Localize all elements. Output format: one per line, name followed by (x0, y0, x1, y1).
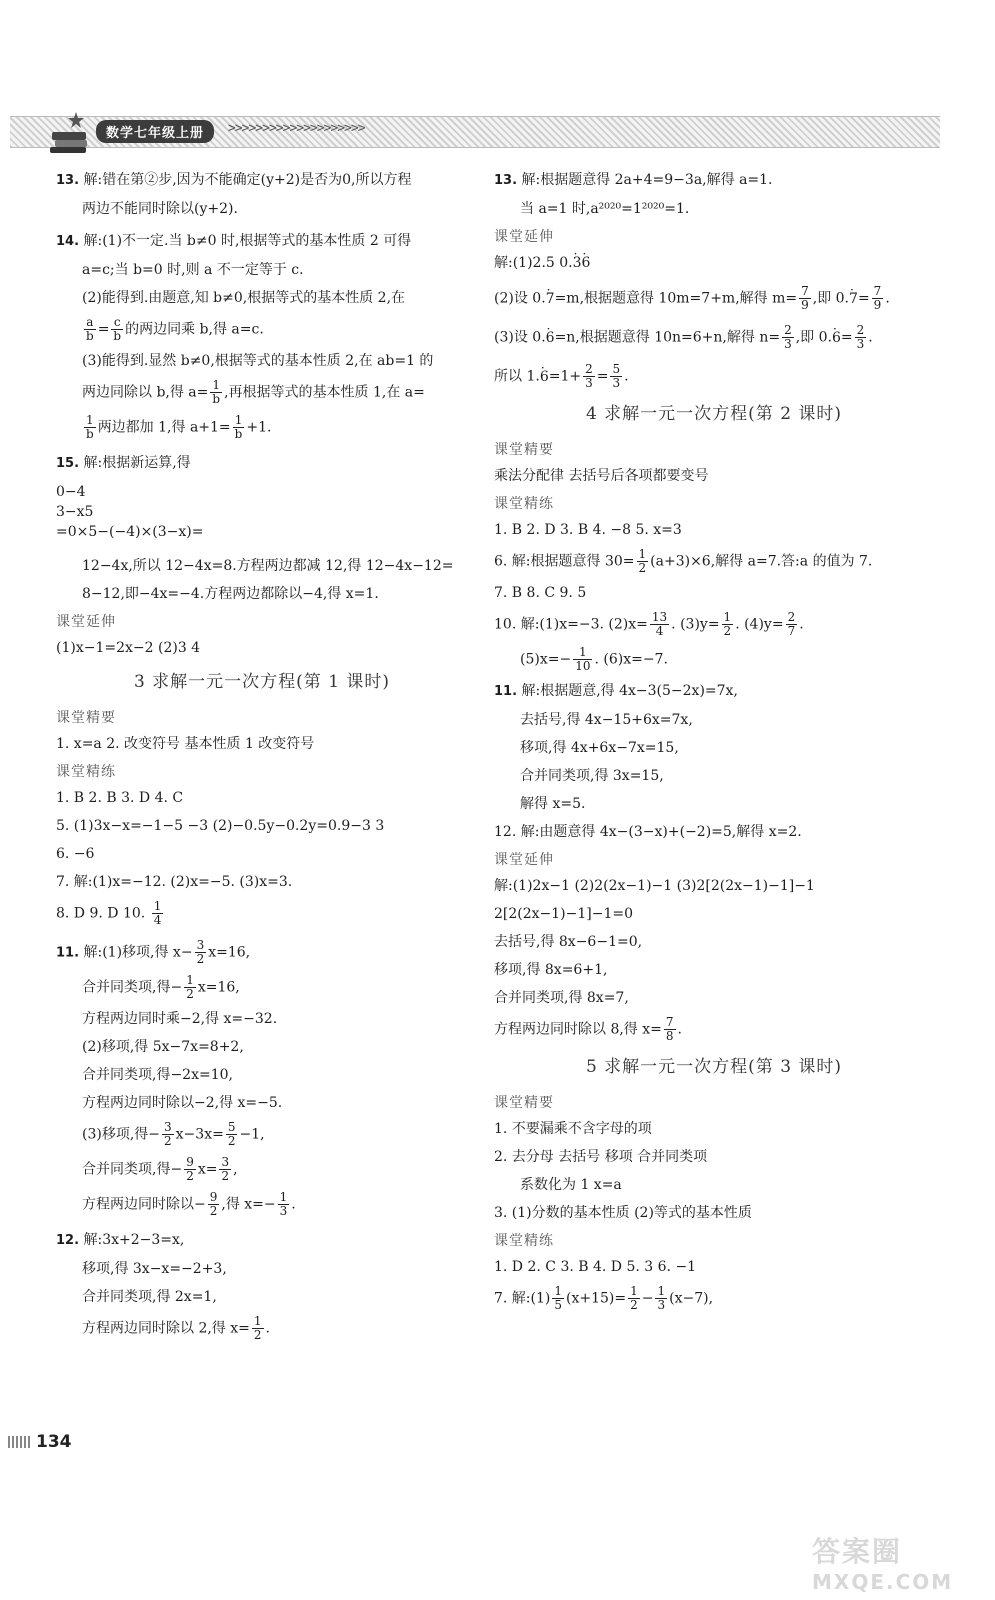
r-q11-line4: 合并同类项,得 3x=15, (520, 768, 664, 784)
l-q14-line3: (2)能得到.由题意,知 b≠0,根据等式的基本性质 2,在 (82, 290, 406, 306)
r-essentials2-2b: 系数化为 1 x=a (520, 1177, 622, 1193)
l-q14-line2: a=c;当 b=0 时,则 a 不一定等于 c. (82, 262, 304, 278)
l-q11-line3: 方程两边同时乘−2,得 x=−32. (82, 1011, 278, 1027)
r-answer-10b: (5)x=− $\frac{1}{10}$ . (6)x=−7. (520, 645, 668, 673)
l-q12-line4: 方程两边同时除以 2,得 x= $\frac{1}{2}$ . (82, 1314, 270, 1342)
r-q11-line1: 11. 解:根据题意,得 4x−3(5−2x)=7x, (494, 683, 738, 699)
r-extension2-label: 课堂延伸 (494, 852, 554, 868)
r-q13-line1: 13. 解:根据题意得 2a+4=9−3a,解得 a=1. (494, 172, 773, 188)
l-q15-line3: 8−12,即−4x=−4.方程两边都除以−4,得 x=1. (82, 586, 379, 602)
section-5-title: 5 求解一元一次方程(第 3 课时) (585, 1057, 843, 1077)
page-number: 134 (8, 1432, 72, 1452)
l-q11-line2: 合并同类项,得− $\frac{1}{2}$ x=16, (82, 973, 240, 1001)
l-q15-line1: 15. 解:根据新运算,得 (56, 455, 191, 471)
r-essentials-answer: 乘法分配律 去括号后各项都要变号 (494, 468, 709, 484)
right-column (494, 170, 934, 1320)
r-q11-line5: 解得 x=5. (520, 796, 586, 812)
r-essentials-label: 课堂精要 (494, 442, 554, 458)
l-q14-line7: $\frac{1}{b}$ 两边都加 1,得 a+1= $\frac{1}{b}$ +1. (86, 413, 272, 441)
r-practice-label: 课堂精练 (494, 496, 554, 512)
l-answer-8-10: 8. D 9. D 10. $\frac{1}{4}$ (56, 899, 162, 927)
l-q11-line4: (2)移项,得 5x−7x=8+2, (82, 1039, 244, 1055)
r-ext2-line3: 去括号,得 8x−6−1=0, (494, 934, 643, 950)
l-q15-line2: 12−4x,所以 12−4x=8.方程两边都减 12,得 12−4x−12= (82, 558, 454, 574)
l-q12-line1: 12. 解:3x+2−3=x, (56, 1232, 185, 1248)
l-answer-5: 5. (1)3x−x=−1−5 −3 (2)−0.5y−0.2y=0.9−3 3 (56, 818, 385, 834)
page-header (0, 110, 995, 156)
l-q11-line7: (3)移项,得− $\frac{3}{2}$ x−3x= $\frac{5}{2}$ −1, (82, 1120, 265, 1148)
l-q11-line6: 方程两边同时除以−2,得 x=−5. (82, 1095, 283, 1111)
r-ext2-line2: 2[2(2x−1)−1]−1=0 (494, 906, 634, 922)
r-ext2-line1: 解:(1)2x−1 (2)2(2x−1)−1 (3)2[2(2x−1)−1]−1 (494, 878, 815, 894)
r-essentials2-2: 2. 去分母 去括号 移项 合并同类项 (494, 1149, 708, 1165)
r-extension-label: 课堂延伸 (494, 229, 554, 245)
l-q12-line3: 合并同类项,得 2x=1, (82, 1289, 217, 1305)
r-ext2-line5: 合并同类项,得 8x=7, (494, 990, 629, 1006)
header-title: 数学七年级上册 (96, 120, 214, 143)
watermark-url: MXQE.COM (812, 1570, 954, 1594)
r-ext-line3: (3)设 0.· 6=n,根据题意得 10n=6+n,解得 n= $\frac{2}{3}$ ,即 0.· 6= $\frac{2}{3}$ . (494, 324, 934, 351)
r-q11-line2: 去括号,得 4x−15+6x=7x, (520, 712, 693, 728)
section-3-title: 3 求解一元一次方程(第 1 课时) (133, 672, 391, 692)
r-essentials2-label: 课堂精要 (494, 1095, 554, 1111)
header-arrows: >>>>>>>>>>>>>>>>>>>> (228, 121, 365, 136)
r-ext-line4: 所以 1.· 6=1+ $\frac{2}{3}$ = $\frac{5}{3}$ . (494, 363, 934, 390)
l-q14-line5: (3)能得到.显然 b≠0,根据等式的基本性质 2,在 ab=1 的 (82, 353, 434, 369)
l-extension-label: 课堂延伸 (56, 614, 116, 630)
l-q13-line1: 13. 解:错在第②步,因为不能确定(y+2)是否为0,所以方程 (56, 172, 412, 188)
r-ext-line1: 解:(1)2.5 0.· 3· 6 (494, 253, 934, 273)
l-q13-line2: 两边不能同时除以(y+2). (82, 201, 238, 217)
section-4-title: 4 求解一元一次方程(第 2 课时) (585, 404, 843, 424)
l-q14-line1: 14. 解:(1)不一定.当 b≠0 时,根据等式的基本性质 2 可得 (56, 233, 412, 249)
r-answer-1-5: 1. B 2. D 3. B 4. −8 5. x=3 (494, 522, 682, 538)
r-answer-6: 6. 解:根据题意得 30= $\frac{1}{2}$ (a+3)×6,解得 a=7.答:a 的值为 7. (494, 547, 873, 575)
left-column: 13. 解:错在第②步,因为不能确定(y+2)是否为0,所以方程 两边不能同时除以(y+2). 14. 解:(1)不一定.当 b≠0 时,根据等式的基本性质 2 可得 a=c;当 b=0 时,则 a 不一定等于 c. (2)能得到.由题意,知 b≠0,根据等式的基本性质 2,在 $\frac{a}{b}$ = $\frac{c}{b}$ 的两边同乘 b,得 a=c. (3)能得到.显然 b≠0,根据等式的基本性质 2,在 ab=1 的 两边同除以 b,得 a= $\frac{1}{b}$ ,再根据等式的基本性质 1,在 a= $\frac{1}{b}$ 两边都加 1,得 a+1= $\frac{1}{b}$ +1. 15. 解:根据新运算,得 0−4 3−x5 =0×5−(−4)×(3−x)= 12−4x,所以 12−4x=8.方程两边都减 12,得 12−4x−12= 8−12,即−4x=−4.方程两边都除以−4,得 x=1. 课堂延伸 (1)x−1=2x−2 (2)3 4 3 求解一元一次方程(第 1 课时) 课堂精要 1. x=a 2. 改变符号 基本性质 1 改变符号 课堂精练 1. B 2. B 3. D 4. C 5. (1)3x−x=−1−5 −3 (2)−0.5y−0.2y=0.9−3 3 6. −6 7. 解:(1)x=−12. (2)x=−5. (3)x=3. 8. D 9. D 10. $\frac{1}{4}$ 11. 解:(1)移项,得 x− $\frac{3}{2}$ x=16, 合并同类项,得− $\frac{1}{2}$ x=16, 方程两边同时乘−2,得 x=−32. (2)移项,得 5x−7x=8+2, 合并同类项,得−2x=10, 方程两边同时除以−2,得 x=−5. (3)移项,得− $\frac{3}{2}$ x−3x= $\frac{5}{2}$ −1, 合并同类项,得− $\frac{9}{2}$ x= $\frac{3}{2}$ , 方程两边同时除以− $\frac{9}{2}$ ,得 x=− $\frac{1}{3}$ . 12. 解:3x+2−3=x, 移项,得 3x−x=−2+3, 合并同类项,得 2x=1, 方程两边同时除以 2,得 x= $\frac{1}{2}$ . (56, 170, 468, 1350)
r-answer-12: 12. 解:由题意得 4x−(3−x)+(−2)=5,解得 x=2. (494, 824, 802, 840)
r-ext-line2: (2)设 0.· 7=m,根据题意得 10m=7+m,解得 m= $\frac{7}{9}$ ,即 0.· 7= $\frac{7}{9}$ . (494, 285, 934, 312)
r-essentials2-1: 1. 不要漏乘不含字母的项 (494, 1121, 652, 1137)
r-answer-7-9: 7. B 8. C 9. 5 (494, 585, 587, 601)
l-q12-line2: 移项,得 3x−x=−2+3, (82, 1261, 227, 1277)
l-q14-line6: 两边同除以 b,得 a= $\frac{1}{b}$ ,再根据等式的基本性质 1,在 a= (82, 378, 425, 406)
r-practice2-label: 课堂精练 (494, 1233, 554, 1249)
r-essentials2-3: 3. (1)分数的基本性质 (2)等式的基本性质 (494, 1205, 752, 1221)
r-ext2-line6: 方程两边同时除以 8,得 x= $\frac{7}{8}$ . (494, 1015, 682, 1043)
l-answer-7: 7. 解:(1)x=−12. (2)x=−5. (3)x=3. (56, 874, 293, 890)
r-ext2-line4: 移项,得 8x=6+1, (494, 962, 608, 978)
watermark (812, 1530, 972, 1592)
barcode-marks (8, 1436, 30, 1448)
r-practice2-1-6: 1. D 2. C 3. B 4. D 5. 3 6. −1 (494, 1259, 697, 1275)
book-stack-icon (48, 110, 94, 154)
l-essentials-answer: 1. x=a 2. 改变符号 基本性质 1 改变符号 (56, 736, 315, 752)
l-answer-1-4: 1. B 2. B 3. D 4. C (56, 790, 184, 806)
r-q11-line3: 移项,得 4x+6x−7x=15, (520, 740, 679, 756)
r-practice2-7: 7. 解:(1) $\frac{1}{5}$ (x+15)= $\frac{1}{2}$ − $\frac{1}{3}$ (x−7), (494, 1284, 714, 1312)
l-q11-line9: 方程两边同时除以− $\frac{9}{2}$ ,得 x=− $\frac{1}{3}$ . (82, 1190, 296, 1218)
l-essentials-label: 课堂精要 (56, 710, 116, 726)
l-practice-label: 课堂精练 (56, 764, 116, 780)
l-q14-line4: $\frac{a}{b}$ = $\frac{c}{b}$ 的两边同乘 b,得 a=c. (86, 315, 264, 343)
l-q11-line5: 合并同类项,得−2x=10, (82, 1067, 233, 1083)
r-q13-line2: 当 a=1 时,a²⁰²⁰=1²⁰²⁰=1. (520, 201, 690, 217)
l-q11-line1: 11. 解:(1)移项,得 x− $\frac{3}{2}$ x=16, (56, 938, 251, 966)
r-answer-10a: 10. 解:(1)x=−3. (2)x= $\frac{13}{4}$ . (3)y= $\frac{1}{2}$ . (4)y= $\frac{2}{7}$ . (494, 610, 804, 638)
l-q11-line8: 合并同类项,得− $\frac{9}{2}$ x= $\frac{3}{2}$ , (82, 1155, 238, 1183)
l-extension-answer: (1)x−1=2x−2 (2)3 4 (56, 640, 201, 656)
l-answer-6: 6. −6 (56, 846, 95, 862)
watermark-main: 答案圈 (812, 1535, 903, 1568)
